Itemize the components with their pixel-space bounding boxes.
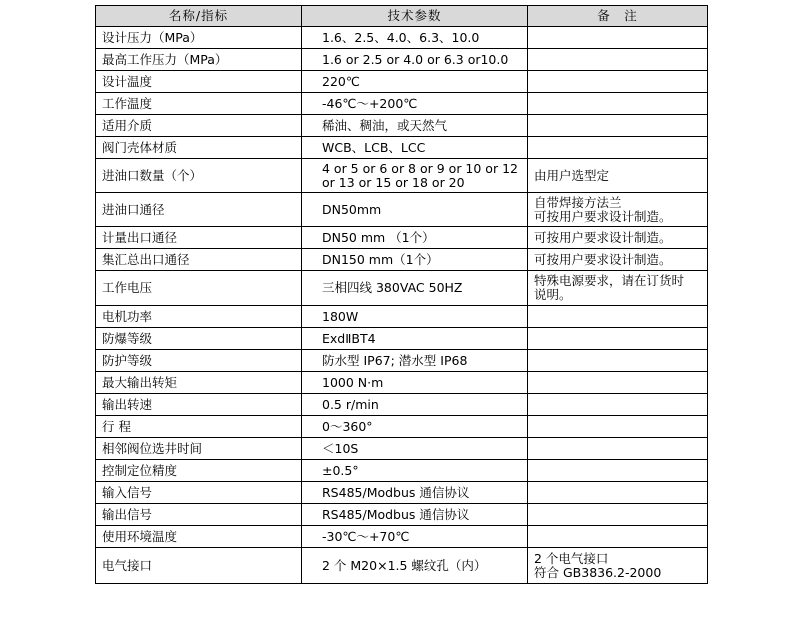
spec-param-line: DN150 mm（1个） <box>322 251 439 267</box>
spec-note-line: 符合 GB3836.2-2000 <box>534 564 662 580</box>
table-row <box>96 548 708 584</box>
spec-param-line: DN50 mm （1个） <box>322 229 435 245</box>
table-row <box>96 137 708 159</box>
spec-param-line: 稀油、稠油，或天然气 <box>322 117 448 133</box>
spec-name-cell: 设计压力（MPa） <box>96 27 302 49</box>
spec-param-line: ＜10S <box>322 440 359 456</box>
spec-param-line: 180W <box>322 308 359 324</box>
spec-param-cell <box>302 306 528 328</box>
spec-param-cell <box>302 271 528 306</box>
spec-note-cell <box>528 438 708 460</box>
table-row <box>96 227 708 249</box>
spec-param-line: 三相四线 380VAC 50HZ <box>322 280 463 295</box>
spec-note-line: 说明。 <box>534 287 572 302</box>
spec-param-line: 1000 N·m <box>322 374 384 390</box>
spec-note-line: 可按用户要求设计制造。 <box>534 208 672 224</box>
spec-param-cell <box>302 394 528 416</box>
spec-name-cell: 适用介质 <box>96 115 302 137</box>
spec-param-cell <box>302 548 528 584</box>
spec-param-cell <box>302 71 528 93</box>
table-row <box>96 115 708 137</box>
table-row <box>96 71 708 93</box>
spec-name-cell: 阀门壳体材质 <box>96 137 302 159</box>
spec-param-cell <box>302 328 528 350</box>
spec-name-cell: 输出信号 <box>96 504 302 526</box>
table-row <box>96 460 708 482</box>
spec-table <box>95 5 708 584</box>
spec-param-cell <box>302 504 528 526</box>
spec-param-cell <box>302 249 528 271</box>
spec-note-line: 由用户选型定 <box>534 167 610 183</box>
spec-param-cell <box>302 193 528 227</box>
header-param: 技术参数 <box>302 6 528 27</box>
table-row <box>96 438 708 460</box>
spec-param-line: -46℃～+200℃ <box>322 95 418 111</box>
spec-note-cell <box>528 93 708 115</box>
spec-param-cell <box>302 115 528 137</box>
spec-note-cell <box>528 460 708 482</box>
table-row <box>96 416 708 438</box>
spec-name-cell: 输出转速 <box>96 394 302 416</box>
spec-name-cell: 最大输出转矩 <box>96 372 302 394</box>
spec-param-line: 220℃ <box>322 73 360 89</box>
spec-param-cell <box>302 438 528 460</box>
spec-name-cell: 输入信号 <box>96 482 302 504</box>
table-row <box>96 27 708 49</box>
spec-param-cell <box>302 460 528 482</box>
spec-name-cell: 电机功率 <box>96 306 302 328</box>
spec-note-cell <box>528 227 708 249</box>
spec-note-cell <box>528 137 708 159</box>
spec-param-line: ±0.5° <box>322 462 359 478</box>
spec-name-cell: 电气接口 <box>96 548 302 584</box>
spec-param-cell <box>302 137 528 159</box>
spec-name-cell: 使用环境温度 <box>96 526 302 548</box>
spec-name-cell: 控制定位精度 <box>96 460 302 482</box>
spec-note-cell <box>528 482 708 504</box>
spec-param-cell <box>302 350 528 372</box>
spec-note-cell <box>528 115 708 137</box>
spec-note-cell <box>528 71 708 93</box>
spec-note-cell <box>528 159 708 193</box>
table-row <box>96 249 708 271</box>
spec-note-cell <box>528 372 708 394</box>
spec-name-cell: 防爆等级 <box>96 328 302 350</box>
spec-param-line: RS485/Modbus 通信协议 <box>322 506 470 522</box>
spec-name-cell: 设计温度 <box>96 71 302 93</box>
spec-param-cell <box>302 227 528 249</box>
spec-param-line: 1.6、2.5、4.0、6.3、10.0 <box>322 29 480 45</box>
spec-param-line: 0～360° <box>322 418 373 434</box>
header-name: 名称/指标 <box>96 6 302 27</box>
table-row <box>96 193 708 227</box>
spec-param-line: ExdⅡBT4 <box>322 330 376 346</box>
table-row <box>96 504 708 526</box>
spec-note-line: 可按用户要求设计制造。 <box>534 251 672 267</box>
spec-param-cell <box>302 49 528 71</box>
spec-param-cell <box>302 159 528 193</box>
spec-note-cell <box>528 27 708 49</box>
spec-note-cell <box>528 548 708 584</box>
spec-param-cell <box>302 482 528 504</box>
table-row <box>96 271 708 306</box>
spec-name-cell: 行 程 <box>96 416 302 438</box>
spec-name-cell: 相邻阀位选井时间 <box>96 438 302 460</box>
spec-note-cell <box>528 306 708 328</box>
spec-name-cell: 集汇总出口通径 <box>96 249 302 271</box>
spec-param-line: 4 or 5 or 6 or 8 or 9 or 10 or 12 <box>322 160 518 176</box>
spec-param-cell <box>302 372 528 394</box>
spec-note-cell <box>528 526 708 548</box>
spec-note-cell <box>528 271 708 306</box>
spec-note-cell <box>528 49 708 71</box>
header-row <box>96 6 708 27</box>
spec-param-line: WCB、LCB、LCC <box>322 139 426 155</box>
table-row <box>96 93 708 115</box>
spec-note-cell <box>528 193 708 227</box>
table-row <box>96 159 708 193</box>
spec-note-cell <box>528 328 708 350</box>
spec-note-cell <box>528 504 708 526</box>
header-note: 备 注 <box>528 6 708 27</box>
spec-param-cell <box>302 526 528 548</box>
spec-param-line: -30℃～+70℃ <box>322 528 410 544</box>
spec-note-line: 2 个电气接口 <box>534 550 609 566</box>
spec-param-cell <box>302 416 528 438</box>
table-row <box>96 350 708 372</box>
spec-name-cell: 工作温度 <box>96 93 302 115</box>
spec-param-cell <box>302 93 528 115</box>
spec-note-cell <box>528 249 708 271</box>
spec-note-cell <box>528 394 708 416</box>
spec-note-cell <box>528 416 708 438</box>
table-row <box>96 49 708 71</box>
spec-table-header <box>96 6 708 27</box>
spec-note-line: 可按用户要求设计制造。 <box>534 229 672 245</box>
spec-note-line: 特殊电源要求，请在订货时 <box>534 273 685 288</box>
spec-name-cell: 计量出口通径 <box>96 227 302 249</box>
spec-param-line: 0.5 r/min <box>322 396 379 412</box>
table-row <box>96 482 708 504</box>
spec-param-line: 2 个 M20×1.5 螺纹孔（内） <box>322 557 487 573</box>
spec-param-line: or 13 or 15 or 18 or 20 <box>322 174 465 190</box>
spec-note-line: 自带焊接方法兰 <box>534 194 622 210</box>
spec-param-cell <box>302 27 528 49</box>
spec-name-cell: 进油口数量（个） <box>96 159 302 193</box>
table-row <box>96 306 708 328</box>
spec-name-cell: 进油口通径 <box>96 193 302 227</box>
table-row <box>96 394 708 416</box>
spec-param-line: 防水型 IP67; 潜水型 IP68 <box>322 352 468 368</box>
table-row <box>96 372 708 394</box>
table-row <box>96 328 708 350</box>
spec-name-cell: 最高工作压力（MPa） <box>96 49 302 71</box>
spec-param-line: RS485/Modbus 通信协议 <box>322 484 470 500</box>
table-row <box>96 526 708 548</box>
spec-name-cell: 工作电压 <box>96 271 302 306</box>
spec-note-cell <box>528 350 708 372</box>
spec-table-body <box>96 27 708 584</box>
spec-param-line: 1.6 or 2.5 or 4.0 or 6.3 or10.0 <box>322 51 509 67</box>
spec-param-line: DN50mm <box>322 201 382 217</box>
spec-name-cell: 防护等级 <box>96 350 302 372</box>
